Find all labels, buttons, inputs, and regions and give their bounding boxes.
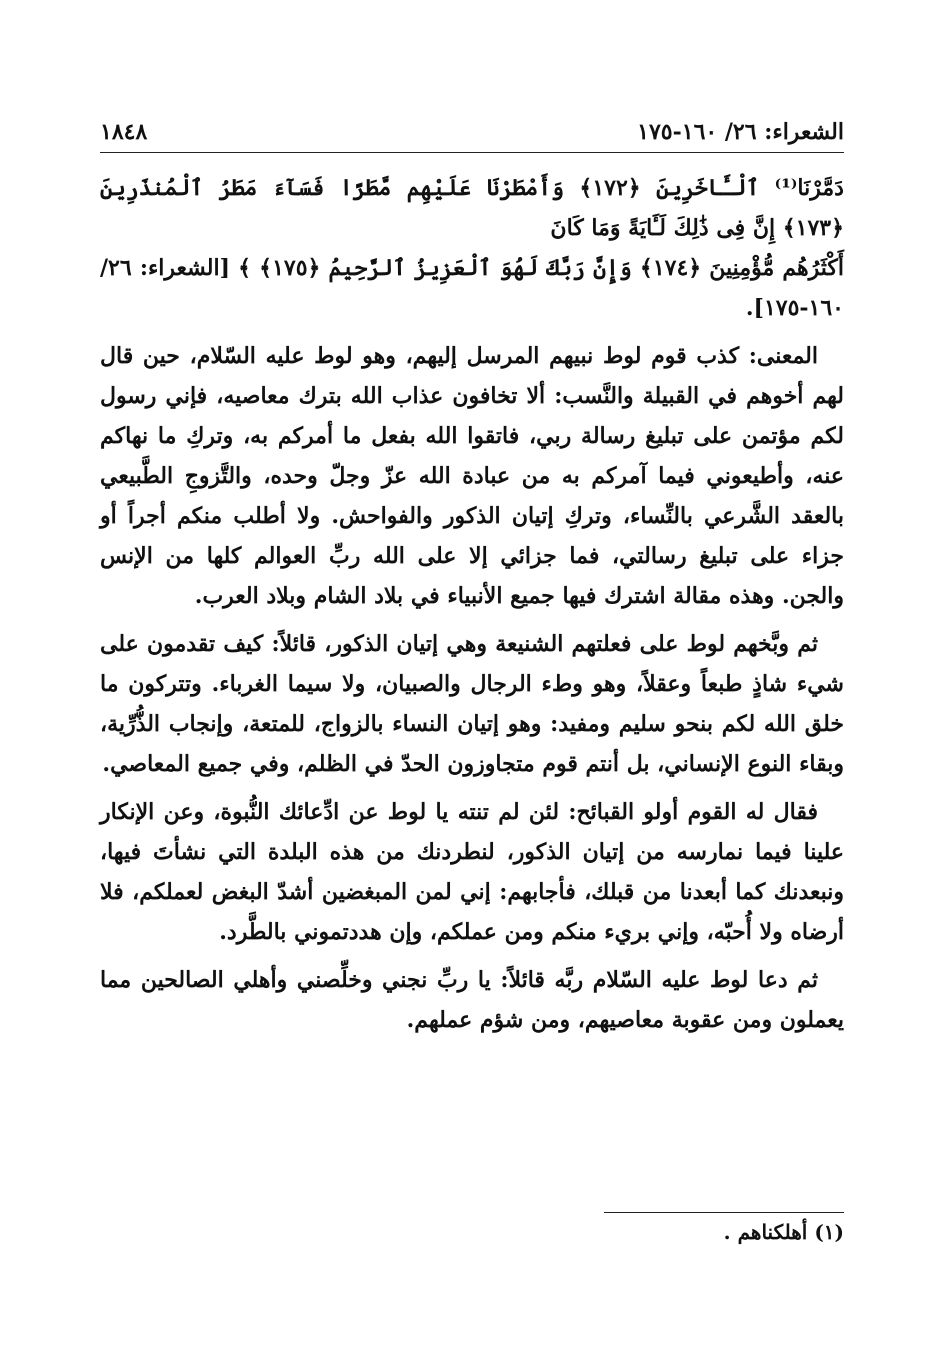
- paragraph-prayer: ثم دعا لوط عليه السّلام ربَّه قائلاً: يا ربِّ نجني وخلِّصني وأهلي الصالحين مما يعملون ومن عقوبة معاصيهم، ومن شؤم عملهم.: [100, 967, 844, 1033]
- quran-verse-block: [100, 168, 844, 328]
- surah-reference: الشعراء: ٢٦/ ١٦٠-١٧٥: [637, 119, 844, 145]
- verse-line-1: دَمَّرْنَا⁽¹⁾ ٱلْـَٔاخَرِينَ ﴿١٧٢﴾ وَأَمْطَرْنَا عَلَيْهِم مَّطَرًا فَسَآءَ مَطَرُ ٱلْمُنذَرِينَ ﴿١٧٣﴾ إِنَّ فِى ذَٰلِكَ لَـَٔايَةً وَمَا كَانَ: [100, 175, 844, 241]
- footnote-divider: [604, 1212, 844, 1213]
- paragraph-rebuke: ثم وبَّخهم لوط على فعلتهم الشنيعة وهي إتيان الذكور، قائلاً: كيف تقدمون على شيء شاذٍ طبعاً وعقلاً، وهو وطء الرجال والصبيان، ولا سيما الغرباء. وتتركون ما خلق الله لكم بنحو سليم ومفيد: وهو إتيان النساء بالزواج، للمتعة، وإنجاب الذُّرِّية، وبقاء النوع الإنساني، بل أنتم قوم متجاوزون الحدّ في الظلم، وفي جميع المعاصي.: [100, 631, 844, 777]
- verse-line-2-text: أَكْثَرُهُم مُّؤْمِنِينَ ﴿١٧٤﴾ وَإِنَّ رَبَّكَ لَهُوَ ٱلْعَزِيزُ ٱلرَّحِيمُ ﴿١٧٥﴾ ﴾: [238, 255, 844, 281]
- running-header: [100, 112, 844, 152]
- verse-line-2: [100, 248, 844, 328]
- page-body: [100, 168, 844, 1040]
- paragraph-meaning: المعنى: كذب قوم لوط نبيهم المرسل إليهم، وهو لوط عليه السّلام، حين قال لهم أخوهم في القبيلة والنَّسب: ألا تخافون عذاب الله بترك معاصيه، فإني رسول لكم مؤتمن على تبليغ رسالة ربي، فاتقوا الله بفعل ما أمركم به، وتركِ ما نهاكم عنه، وأطيعوني فيما آمركم به من عبادة الله عزّ وجلّ وحده، والتَّزوجِ الطَّبيعي بالعقد الشَّرعي بالنِّساء، وتركِ إتيان الذكور والفواحش. ولا أطلب منكم أجراً أو جزاء على تبليغ رسالتي، فما جزائي إلا على الله ربِّ العوالم كلها من الإنس والجن. وهذه مقالة اشترك فيها جميع الأنبياء في بلاد الشام وبلاد العرب.: [100, 343, 844, 609]
- verse-citation: [الشعراء: ٢٦/ ١٦٠-١٧٥].: [100, 255, 844, 321]
- page-number: ١٨٤٨: [100, 119, 148, 145]
- header-divider: [100, 152, 844, 153]
- paragraph-reply: فقال له القوم أولو القبائح: لئن لم تنته يا لوط عن ادِّعائك النُّبوة، وعن الإنكار علينا فيما نمارسه من إتيان الذكور، لنطردنك من هذه البلدة التي نشأتَ فيها، ونبعدنك كما أبعدنا من قبلك، فأجابهم: إني لمن المبغضين أشدّ البغض لعملكم، فلا أرضاه ولا أُحبّه، وإني بريء منكم ومن عملكم، وإن هددتموني بالطَّرد.: [100, 799, 844, 945]
- footnote: (١) أهلكناهم .: [723, 1220, 844, 1244]
